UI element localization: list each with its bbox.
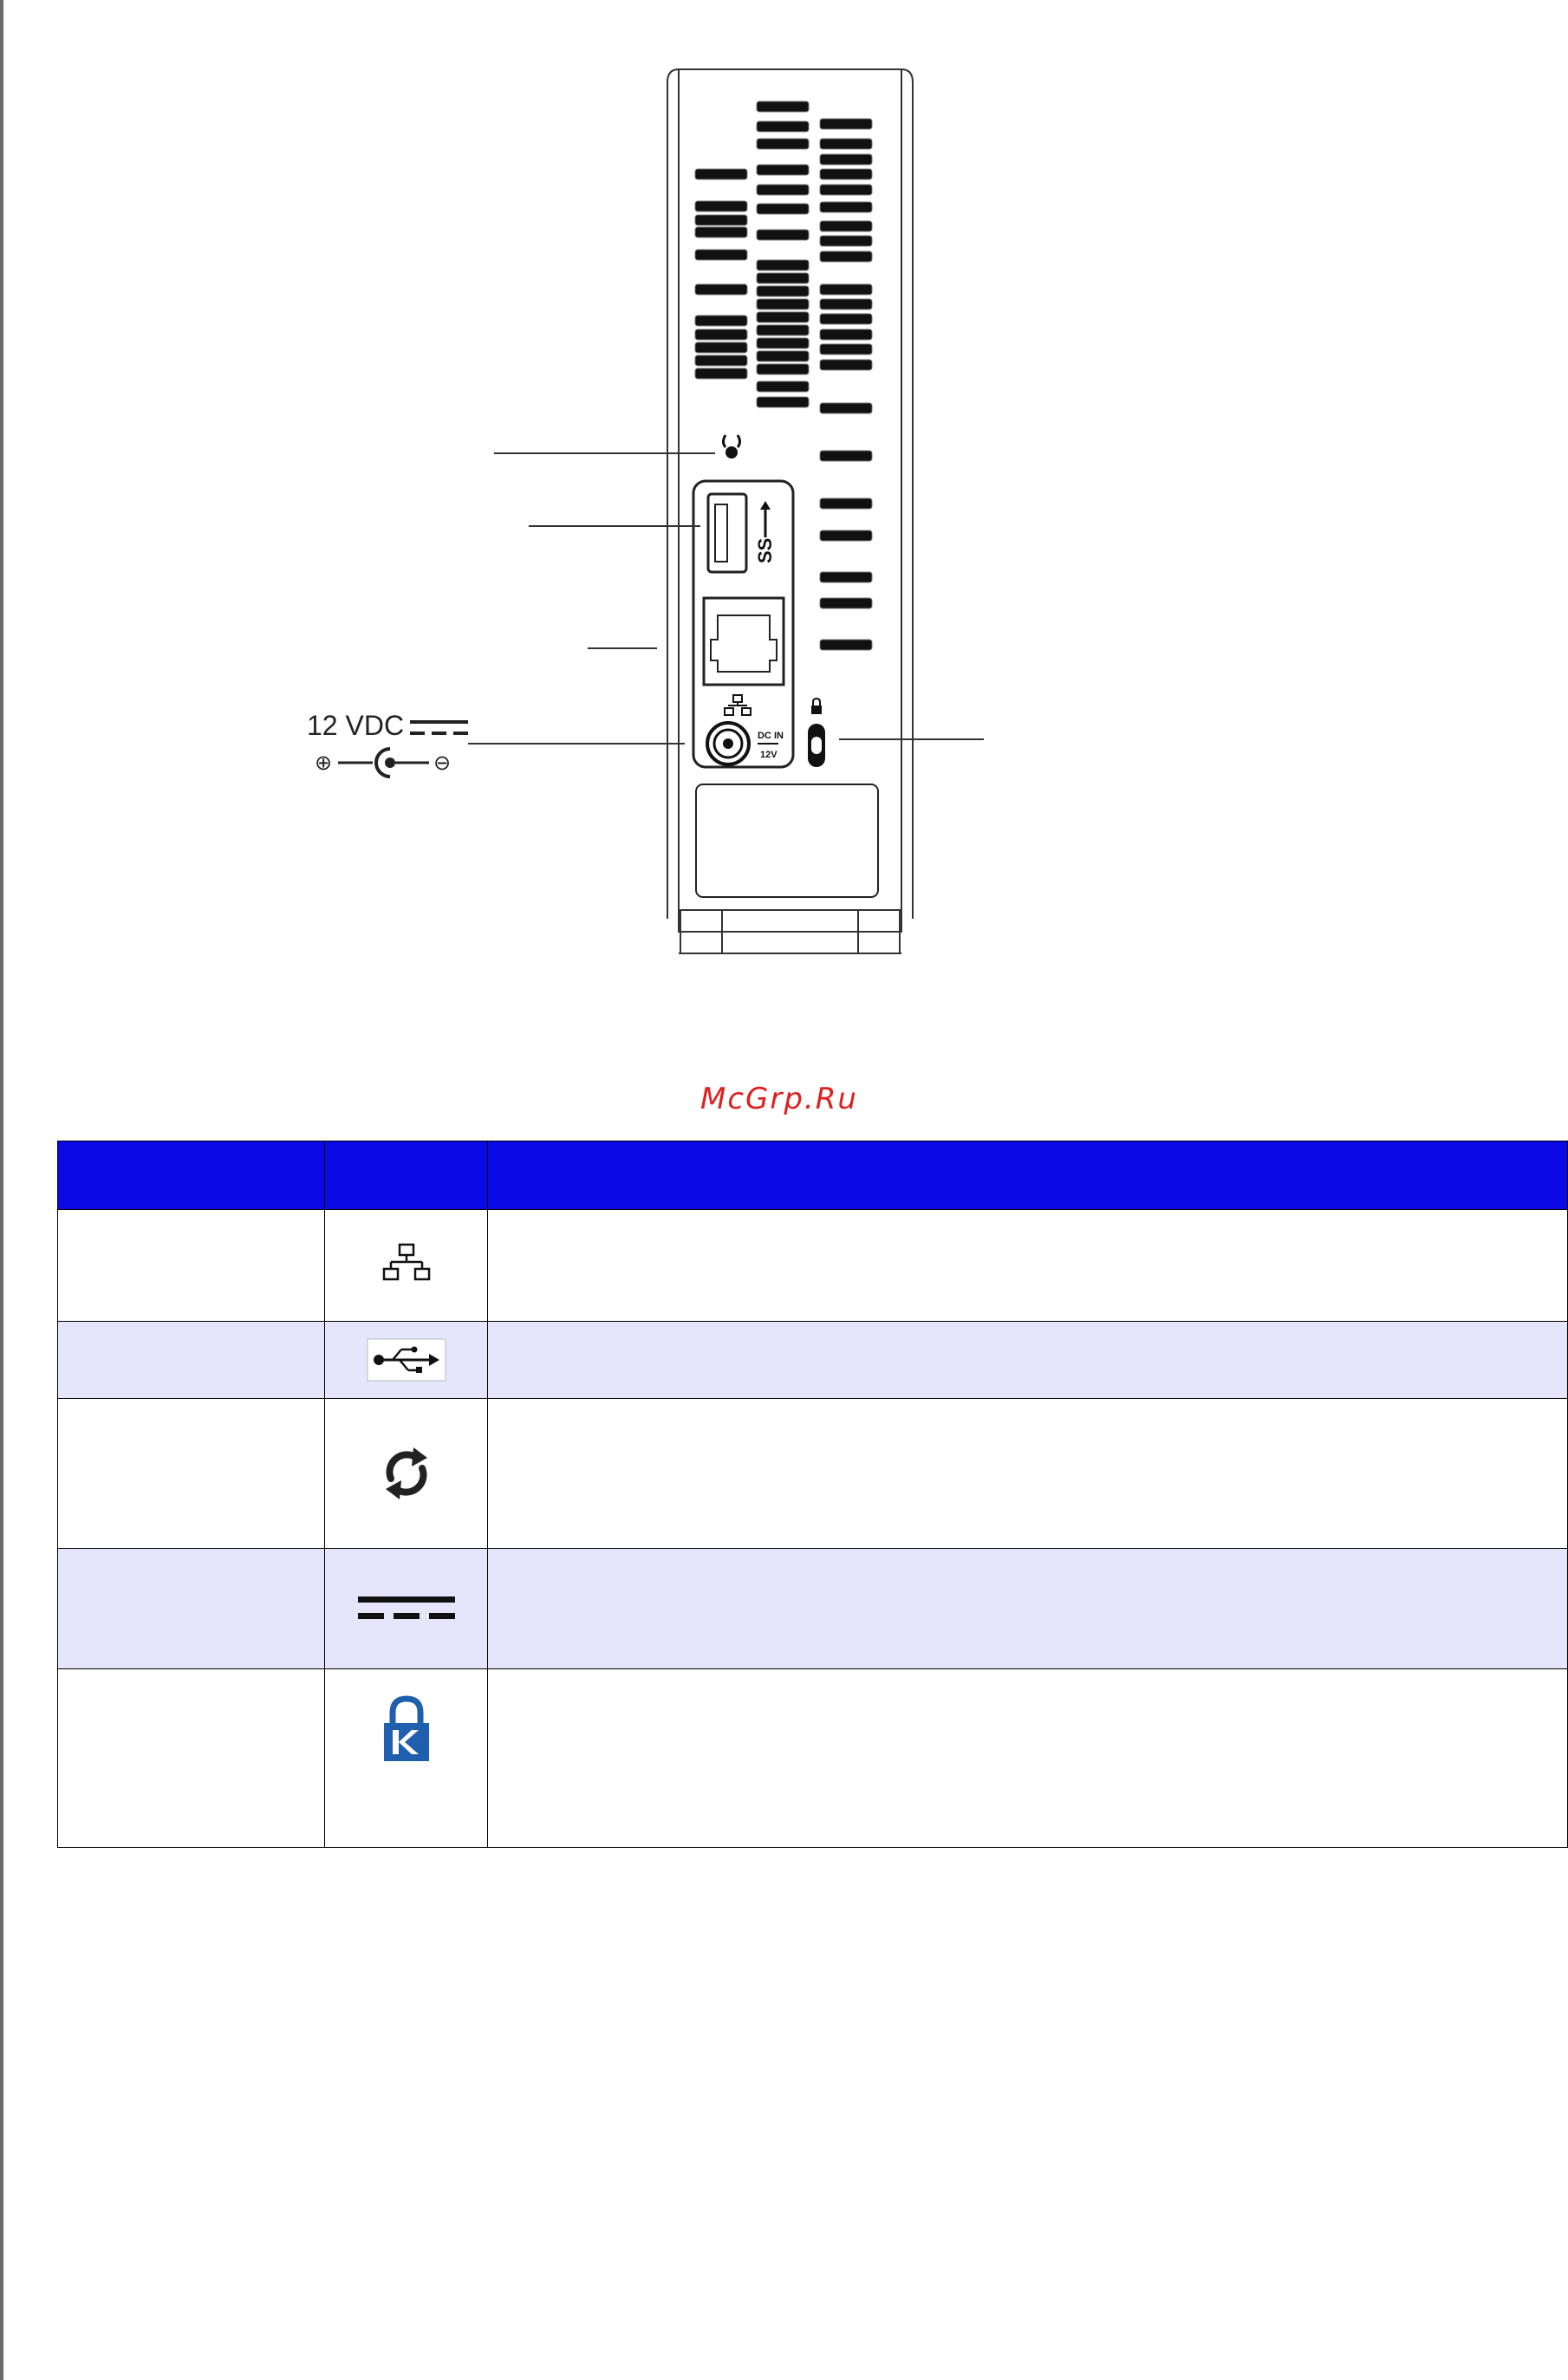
- vent-slot: [757, 204, 809, 214]
- svg-text:12V: 12V: [760, 750, 777, 760]
- vent-slot: [695, 250, 747, 260]
- svg-text:⊖: ⊖: [433, 751, 452, 775]
- vent-slot: [757, 338, 809, 348]
- vent-slot: [757, 397, 809, 407]
- vent-slot: [820, 236, 872, 246]
- vent-slot: [757, 230, 809, 240]
- vent-slot: [695, 315, 747, 326]
- vent-slot: [820, 598, 872, 608]
- vent-slot: [695, 329, 747, 340]
- row-icon-cell: [325, 1669, 488, 1848]
- vent-slot: [820, 284, 872, 295]
- device-rear-diagram: [0, 0, 1568, 979]
- vent-slot: [757, 139, 809, 149]
- vent-slot: [820, 329, 872, 340]
- vent-slot: [820, 251, 872, 262]
- kensington-lock-icon: [381, 1692, 433, 1766]
- vent-slot: [757, 351, 809, 361]
- dc-power-icon: [355, 1591, 459, 1626]
- ethernet-icon: [381, 1239, 433, 1291]
- svg-text:12 VDC: 12 VDC: [307, 710, 405, 741]
- vent-slot: [820, 299, 872, 309]
- svg-text:SS: SS: [754, 537, 776, 563]
- vent-slot: [820, 221, 872, 231]
- vent-slot: [757, 273, 809, 283]
- row-icon-cell: [325, 1322, 488, 1399]
- row-description: [488, 1399, 1568, 1549]
- vent-slot: [757, 185, 809, 195]
- table-row: [58, 1399, 1568, 1549]
- header-port: [58, 1141, 325, 1210]
- usb-icon: [367, 1338, 446, 1382]
- table-header-row: [58, 1141, 1568, 1210]
- vent-slot: [695, 227, 747, 237]
- vent-slot: [695, 284, 747, 295]
- row-description: [488, 1322, 1568, 1399]
- vent-slot: [820, 530, 872, 541]
- dc-in-jack[interactable]: [707, 723, 749, 764]
- vent-slot: [820, 360, 872, 370]
- vent-slot: [695, 355, 747, 366]
- vent-slot: [820, 169, 872, 179]
- vent-slot: [757, 165, 809, 175]
- svg-text:DC IN: DC IN: [758, 731, 784, 741]
- vent-slot: [757, 312, 809, 322]
- row-description: [488, 1549, 1568, 1669]
- row-icon-cell: [325, 1210, 488, 1322]
- vent-slot: [757, 299, 809, 309]
- vent-slot: [757, 101, 809, 112]
- vent-slot: [820, 344, 872, 354]
- vent-slot: [820, 185, 872, 195]
- vent-slot: [757, 121, 809, 132]
- vent-slot: [820, 640, 872, 650]
- vent-slot: [820, 154, 872, 165]
- row-description: [488, 1669, 1568, 1848]
- vent-slot: [820, 498, 872, 509]
- reset-icon: [372, 1439, 441, 1508]
- vent-slot: [820, 403, 872, 413]
- ports-table: [57, 1141, 1568, 1848]
- vent-slot: [695, 201, 747, 211]
- polarity-diagram: [307, 710, 468, 777]
- vent-slot: [820, 314, 872, 324]
- row-label: [58, 1210, 325, 1322]
- table-row: [58, 1669, 1568, 1848]
- row-label: [58, 1549, 325, 1669]
- vent-slot: [820, 202, 872, 212]
- vent-slot: [820, 572, 872, 582]
- kensington-slot[interactable]: [808, 724, 825, 767]
- vent-slot: [757, 381, 809, 392]
- row-label: [58, 1399, 325, 1549]
- row-icon-cell: [325, 1399, 488, 1549]
- vent-slot: [757, 286, 809, 296]
- watermark: McGrp.Ru: [700, 1082, 858, 1116]
- vent-slot: [757, 364, 809, 374]
- vent-slot: [757, 260, 809, 270]
- row-label: [58, 1669, 325, 1848]
- header-description: [488, 1141, 1568, 1210]
- row-description: [488, 1210, 1568, 1322]
- table-row: [58, 1210, 1568, 1322]
- vent-slot: [820, 451, 872, 461]
- vent-slot: [695, 215, 747, 225]
- vent-slot: [820, 119, 872, 129]
- vent-slot: [695, 169, 747, 179]
- table-row: [58, 1549, 1568, 1669]
- row-icon-cell: [325, 1549, 488, 1669]
- row-label: [58, 1322, 325, 1399]
- vent-slot: [695, 342, 747, 353]
- header-icon: [325, 1141, 488, 1210]
- vent-slot: [695, 368, 747, 379]
- svg-text:⊕: ⊕: [315, 751, 333, 775]
- table-row: [58, 1322, 1568, 1399]
- vent-slot: [820, 139, 872, 149]
- vent-slot: [757, 325, 809, 335]
